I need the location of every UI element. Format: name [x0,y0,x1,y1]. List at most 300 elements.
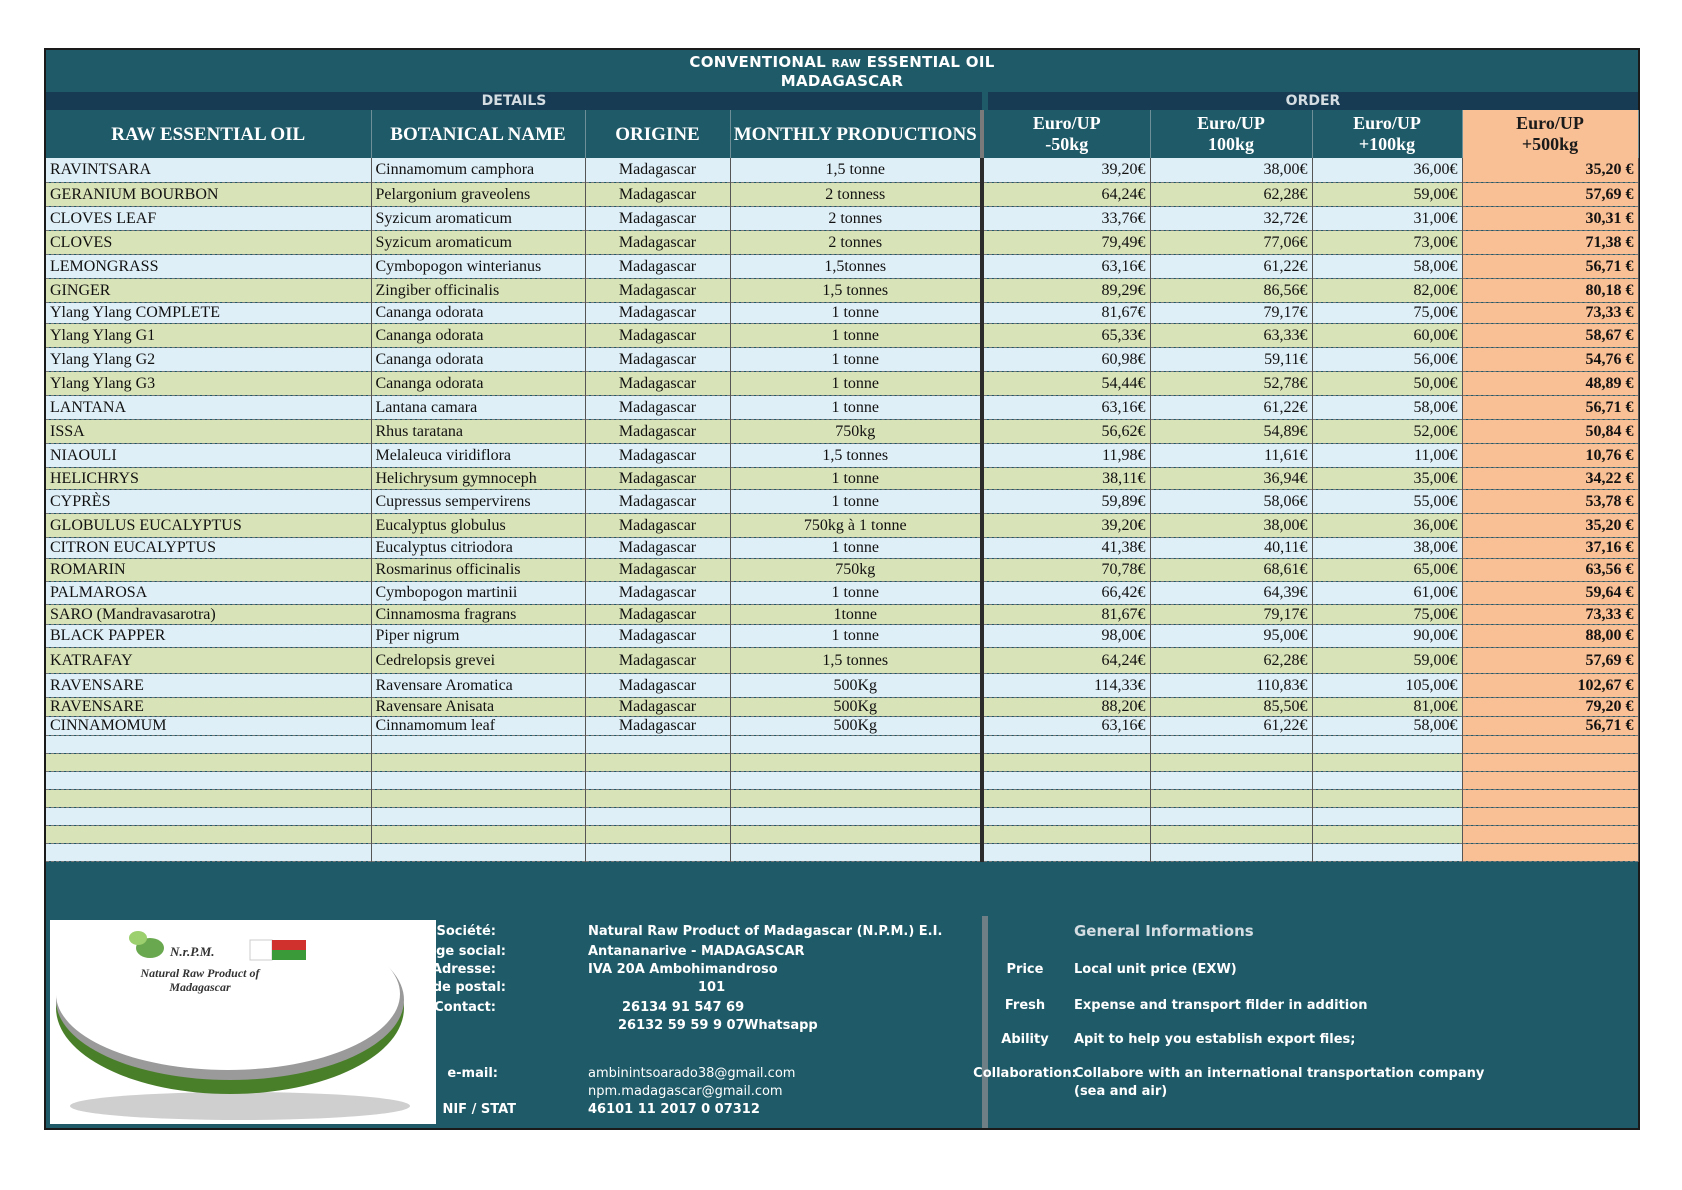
table-cell: Syzicum aromaticum [371,230,585,254]
table-cell: Madagascar [585,513,730,537]
table-cell: 38,00€ [1150,158,1312,182]
societe-label: Société: [436,924,496,939]
table-cell: 73,33 € [1462,604,1638,624]
table-cell: Pelargonium graveolens [371,182,585,206]
table-cell: Cinnamosma fragrans [371,604,585,624]
table-cell: 58,06€ [1150,489,1312,513]
empty-cell [1150,735,1312,753]
empty-cell [1150,771,1312,789]
table-cell: 1,5 tonnes [730,278,982,302]
table-cell: 60,00€ [1312,323,1462,347]
title-country: MADAGASCAR [780,72,904,90]
table-row [46,716,1638,735]
table-cell: Cupressus sempervirens [371,489,585,513]
table-cell: Piper nigrum [371,624,585,647]
empty-cell [982,771,1150,789]
table-cell: 1 tonne [730,302,982,323]
collaboration-value-1: Collabore with an international transportation company [1074,1066,1485,1081]
nif-stat-label: NIF / STAT [442,1102,516,1117]
empty-row [46,825,1638,843]
table-cell: 61,00€ [1312,581,1462,604]
table-cell: Madagascar [585,604,730,624]
table-cell: 65,33€ [982,323,1150,347]
table-cell: 500Kg [730,673,982,697]
table-cell: 79,20 € [1462,697,1638,716]
empty-row [46,807,1638,825]
table-cell: 102,67 € [1462,673,1638,697]
table-row [46,624,1638,647]
table-cell: 56,71 € [1462,395,1638,419]
empty-cell [1462,825,1638,843]
table-cell: 73,00€ [1312,230,1462,254]
empty-cell [1462,843,1638,861]
empty-cell [585,843,730,861]
table-cell: 56,71 € [1462,716,1638,735]
table-cell: 77,06€ [1150,230,1312,254]
empty-cell [982,753,1150,771]
table-cell: Cymbopogon martinii [371,581,585,604]
table-cell: 38,00€ [1150,513,1312,537]
table-row [46,419,1638,443]
price-value: Local unit price (EXW) [1074,962,1237,977]
table-cell: Madagascar [585,254,730,278]
table-cell: RAVENSARE [46,673,371,697]
table-cell: 98,00€ [982,624,1150,647]
table-cell: Helichrysum gymnoceph [371,467,585,489]
table-cell: 1 tonne [730,395,982,419]
table-cell: PALMAROSA [46,581,371,604]
table-cell: 1 tonne [730,323,982,347]
empty-row [46,843,1638,861]
table-cell: 56,71 € [1462,254,1638,278]
title-word-essential-oil: ESSENTIAL OIL [866,53,995,71]
table-cell: 11,98€ [982,443,1150,467]
empty-cell [1312,771,1462,789]
empty-cell [1312,825,1462,843]
table-row [46,206,1638,230]
header-row [46,110,1638,158]
table-cell: RAVINTSARA [46,158,371,182]
table-cell: 39,20€ [982,158,1150,182]
table-cell: BLACK PAPPER [46,624,371,647]
table-cell: 80,18 € [1462,278,1638,302]
table-cell: Cananga odorata [371,323,585,347]
logo-disc-icon [50,920,436,1124]
table-cell: 61,22€ [1150,395,1312,419]
table-cell: 95,00€ [1150,624,1312,647]
table-cell: CLOVES [46,230,371,254]
table-cell: 1,5 tonnes [730,443,982,467]
table-cell: 81,00€ [1312,697,1462,716]
table-cell: GINGER [46,278,371,302]
table-cell: 59,00€ [1312,182,1462,206]
table-cell: LANTANA [46,395,371,419]
table-cell: 81,67€ [982,604,1150,624]
table-cell: 64,24€ [982,182,1150,206]
empty-cell [730,807,982,825]
table-cell: Madagascar [585,182,730,206]
table-cell: Madagascar [585,278,730,302]
empty-cell [730,771,982,789]
table-cell: 35,20 € [1462,513,1638,537]
table-cell: 71,38 € [1462,230,1638,254]
collaboration-label: Collaboration: [973,1066,1077,1081]
table-cell: 54,76 € [1462,347,1638,371]
section-bands [46,92,1638,110]
table-cell: 79,17€ [1150,604,1312,624]
table-cell: 59,11€ [1150,347,1312,371]
empty-cell [730,753,982,771]
table-cell: 2 tonnes [730,206,982,230]
col-price-50kg [982,110,1150,158]
table-cell: Madagascar [585,467,730,489]
empty-cell [730,843,982,861]
table-cell: 36,00€ [1312,513,1462,537]
table-cell: SARO (Mandravasarotra) [46,604,371,624]
table-cell: Madagascar [585,537,730,558]
table-row [46,537,1638,558]
table-cell: Cymbopogon winterianus [371,254,585,278]
table-cell: Madagascar [585,302,730,323]
ability-value: Apit to help you establish export files; [1074,1032,1356,1047]
table-cell: 39,20€ [982,513,1150,537]
table-cell: Madagascar [585,395,730,419]
table-cell: 36,00€ [1312,158,1462,182]
table-cell: GLOBULUS EUCALYPTUS [46,513,371,537]
empty-cell [1312,807,1462,825]
table-row [46,581,1638,604]
empty-cell [1312,843,1462,861]
table-cell: Madagascar [585,371,730,395]
empty-cell [1462,753,1638,771]
empty-cell [585,735,730,753]
price-table [46,110,1639,862]
empty-cell [1150,753,1312,771]
table-row [46,467,1638,489]
table-cell: 1 tonne [730,581,982,604]
table-cell: Ravensare Anisata [371,697,585,716]
table-cell: Madagascar [585,443,730,467]
footer-separator [982,916,988,1128]
table-cell: 52,00€ [1312,419,1462,443]
table-cell: Ylang Ylang G2 [46,347,371,371]
table-cell: Madagascar [585,347,730,371]
footer-info [46,916,1638,1128]
empty-cell [1312,753,1462,771]
empty-cell [371,753,585,771]
table-cell: Cedrelopsis grevei [371,647,585,673]
table-cell: 11,61€ [1150,443,1312,467]
table-cell: 41,38€ [982,537,1150,558]
table-cell: CITRON EUCALYPTUS [46,537,371,558]
table-cell: 31,00€ [1312,206,1462,230]
table-cell: 60,98€ [982,347,1150,371]
table-cell: 105,00€ [1312,673,1462,697]
title-word-raw: raw [831,53,862,71]
empty-cell [1150,789,1312,807]
table-cell: 66,42€ [982,581,1150,604]
empty-cell [46,753,371,771]
empty-cell [1150,807,1312,825]
table-body [46,158,1638,861]
table-cell: Madagascar [585,419,730,443]
table-cell: 88,00 € [1462,624,1638,647]
table-cell: 110,83€ [1150,673,1312,697]
empty-cell [585,807,730,825]
empty-cell [46,807,371,825]
table-cell: Lantana camara [371,395,585,419]
table-cell: 750kg [730,558,982,581]
fresh-label: Fresh [1004,998,1046,1013]
table-cell: 79,17€ [1150,302,1312,323]
table-cell: 1tonne [730,604,982,624]
table-cell: 57,69 € [1462,647,1638,673]
table-cell: 58,67 € [1462,323,1638,347]
table-cell: 1,5 tonnes [730,647,982,673]
table-cell: GERANIUM BOURBON [46,182,371,206]
col-price-plus100kg [1312,110,1462,158]
code-postal-value: 101 [698,980,726,995]
col-price-50kg-line2: -50kg [1045,134,1089,154]
table-row [46,323,1638,347]
table-cell: 90,00€ [1312,624,1462,647]
table-cell: 61,22€ [1150,716,1312,735]
table-cell: 500Kg [730,716,982,735]
table-row [46,513,1638,537]
table-cell: 68,61€ [1150,558,1312,581]
col-origine: ORIGINE [585,110,730,158]
logo-name-line2: Madagascar [169,980,231,994]
empty-cell [982,789,1150,807]
table-cell: 48,89 € [1462,371,1638,395]
band-order: ORDER [988,92,1638,110]
code-postal-label: Code postal: [414,980,506,995]
table-cell: 75,00€ [1312,302,1462,323]
empty-cell [371,843,585,861]
table-cell: 53,78 € [1462,489,1638,513]
table-cell: 55,00€ [1312,489,1462,513]
table-row [46,558,1638,581]
empty-row [46,735,1638,753]
table-cell: 1,5tonnes [730,254,982,278]
table-cell: 2 tonnes [730,230,982,254]
table-cell: 65,00€ [1312,558,1462,581]
table-cell: 1 tonne [730,467,982,489]
empty-cell [982,735,1150,753]
general-info-title: General Informations [1074,922,1254,940]
table-cell: 34,22 € [1462,467,1638,489]
table-cell: Ylang Ylang G3 [46,371,371,395]
empty-cell [1462,735,1638,753]
table-cell: Madagascar [585,716,730,735]
whatsapp-label: Whatsapp [744,1018,818,1033]
empty-cell [982,807,1150,825]
empty-cell [371,825,585,843]
empty-cell [46,843,371,861]
table-cell: Cananga odorata [371,371,585,395]
table-cell: Eucalyptus globulus [371,513,585,537]
table-cell: 59,89€ [982,489,1150,513]
table-cell: Cananga odorata [371,302,585,323]
table-cell: 1 tonne [730,489,982,513]
table-cell: Rosmarinus officinalis [371,558,585,581]
table-row [46,443,1638,467]
email-2: npm.madagascar@gmail.com [588,1084,783,1099]
adresse-label: Adresse: [431,962,496,977]
table-cell: Cananga odorata [371,347,585,371]
table-cell: 50,00€ [1312,371,1462,395]
empty-cell [371,771,585,789]
table-cell: Madagascar [585,206,730,230]
empty-cell [585,825,730,843]
table-cell: 38,11€ [982,467,1150,489]
empty-cell [585,771,730,789]
table-cell: 1 tonne [730,624,982,647]
table-cell: 61,22€ [1150,254,1312,278]
table-cell: 63,16€ [982,395,1150,419]
empty-cell [730,789,982,807]
table-cell: ROMARIN [46,558,371,581]
table-cell: Madagascar [585,158,730,182]
empty-cell [982,843,1150,861]
table-row [46,230,1638,254]
table-cell: 56,00€ [1312,347,1462,371]
fresh-value: Expense and transport filder in addition [1074,998,1368,1013]
table-row [46,158,1638,182]
table-cell: 52,78€ [1150,371,1312,395]
table-cell: 35,00€ [1312,467,1462,489]
table-cell: Syzicum aromaticum [371,206,585,230]
band-details: DETAILS [46,92,982,110]
table-cell: Ylang Ylang G1 [46,323,371,347]
table-cell: 56,62€ [982,419,1150,443]
table-cell: 89,29€ [982,278,1150,302]
logo-name-line1: Natural Raw Product of [140,966,260,980]
table-cell: 73,33 € [1462,302,1638,323]
table-row [46,302,1638,323]
table-cell: 33,76€ [982,206,1150,230]
table-cell: 59,00€ [1312,647,1462,673]
table-cell: Madagascar [585,323,730,347]
table-cell: LEMONGRASS [46,254,371,278]
empty-row [46,771,1638,789]
table-cell: Cinnamomum leaf [371,716,585,735]
table-cell: 62,28€ [1150,647,1312,673]
table-cell: 58,00€ [1312,254,1462,278]
siege-value: Antananarive - MADAGASCAR [588,944,805,959]
table-cell: 79,49€ [982,230,1150,254]
empty-row [46,753,1638,771]
table-cell: 40,11€ [1150,537,1312,558]
table-cell: 750kg à 1 tonne [730,513,982,537]
siege-label: Siège social: [413,944,506,959]
empty-cell [982,825,1150,843]
empty-cell [371,807,585,825]
table-cell: 32,72€ [1150,206,1312,230]
table-cell: 58,00€ [1312,716,1462,735]
empty-cell [585,789,730,807]
table-cell: 750kg [730,419,982,443]
table-cell: 1 tonne [730,347,982,371]
table-cell: KATRAFAY [46,647,371,673]
table-cell: Eucalyptus citriodora [371,537,585,558]
col-botanical-name: BOTANICAL NAME [371,110,585,158]
table-cell: 88,20€ [982,697,1150,716]
table-row [46,254,1638,278]
table-cell: Ylang Ylang COMPLETE [46,302,371,323]
table-cell: 36,94€ [1150,467,1312,489]
col-price-100kg [1150,110,1312,158]
nif-stat-value: 46101 11 2017 0 07312 [588,1102,760,1117]
phone-1: 26134 91 547 69 [622,1000,745,1015]
empty-cell [730,825,982,843]
col-price-plus100kg-line1: Euro/UP [1353,113,1421,133]
table-cell: Madagascar [585,624,730,647]
table-row [46,697,1638,716]
table-row [46,347,1638,371]
col-price-100kg-line2: 100kg [1207,134,1254,154]
logo-short-name: N.r.P.M. [170,944,215,959]
col-raw-essential-oil: RAW ESSENTIAL OIL [46,110,371,158]
table-cell: Cinnamomum camphora [371,158,585,182]
table-cell: 86,56€ [1150,278,1312,302]
table-cell: 59,64 € [1462,581,1638,604]
table-cell: HELICHRYS [46,467,371,489]
col-price-plus100kg-line2: +100kg [1358,134,1416,154]
table-cell: 81,67€ [982,302,1150,323]
col-price-500kg-line2: +500kg [1521,134,1579,154]
table-row [46,278,1638,302]
table-row [46,604,1638,624]
table-cell: Rhus taratana [371,419,585,443]
table-cell: Madagascar [585,558,730,581]
table-cell: 70,78€ [982,558,1150,581]
table-cell: Madagascar [585,581,730,604]
table-cell: 38,00€ [1312,537,1462,558]
table-cell: 63,33€ [1150,323,1312,347]
table-cell: 10,76 € [1462,443,1638,467]
table-cell: 50,84 € [1462,419,1638,443]
table-cell: 63,56 € [1462,558,1638,581]
table-cell: Madagascar [585,647,730,673]
col-price-100kg-line1: Euro/UP [1197,113,1265,133]
col-price-500kg [1462,110,1638,158]
table-cell: 11,00€ [1312,443,1462,467]
table-cell: Madagascar [585,697,730,716]
empty-cell [371,735,585,753]
table-cell: Madagascar [585,230,730,254]
table-cell: ISSA [46,419,371,443]
table-cell: CINNAMOMUM [46,716,371,735]
table-cell: 114,33€ [982,673,1150,697]
empty-cell [730,735,982,753]
table-cell: 30,31 € [1462,206,1638,230]
table-cell: 64,24€ [982,647,1150,673]
empty-cell [1462,789,1638,807]
table-cell: 37,16 € [1462,537,1638,558]
table-cell: 85,50€ [1150,697,1312,716]
col-monthly-productions: MONTHLY PRODUCTIONS [730,110,982,158]
empty-cell [1462,771,1638,789]
table-cell: 54,44€ [982,371,1150,395]
table-row [46,647,1638,673]
col-price-50kg-line1: Euro/UP [1032,113,1101,133]
company-logo [50,920,436,1124]
title-word-conventional: CONVENTIONAL [689,53,827,71]
table-cell: 64,39€ [1150,581,1312,604]
empty-cell [585,753,730,771]
empty-cell [46,771,371,789]
